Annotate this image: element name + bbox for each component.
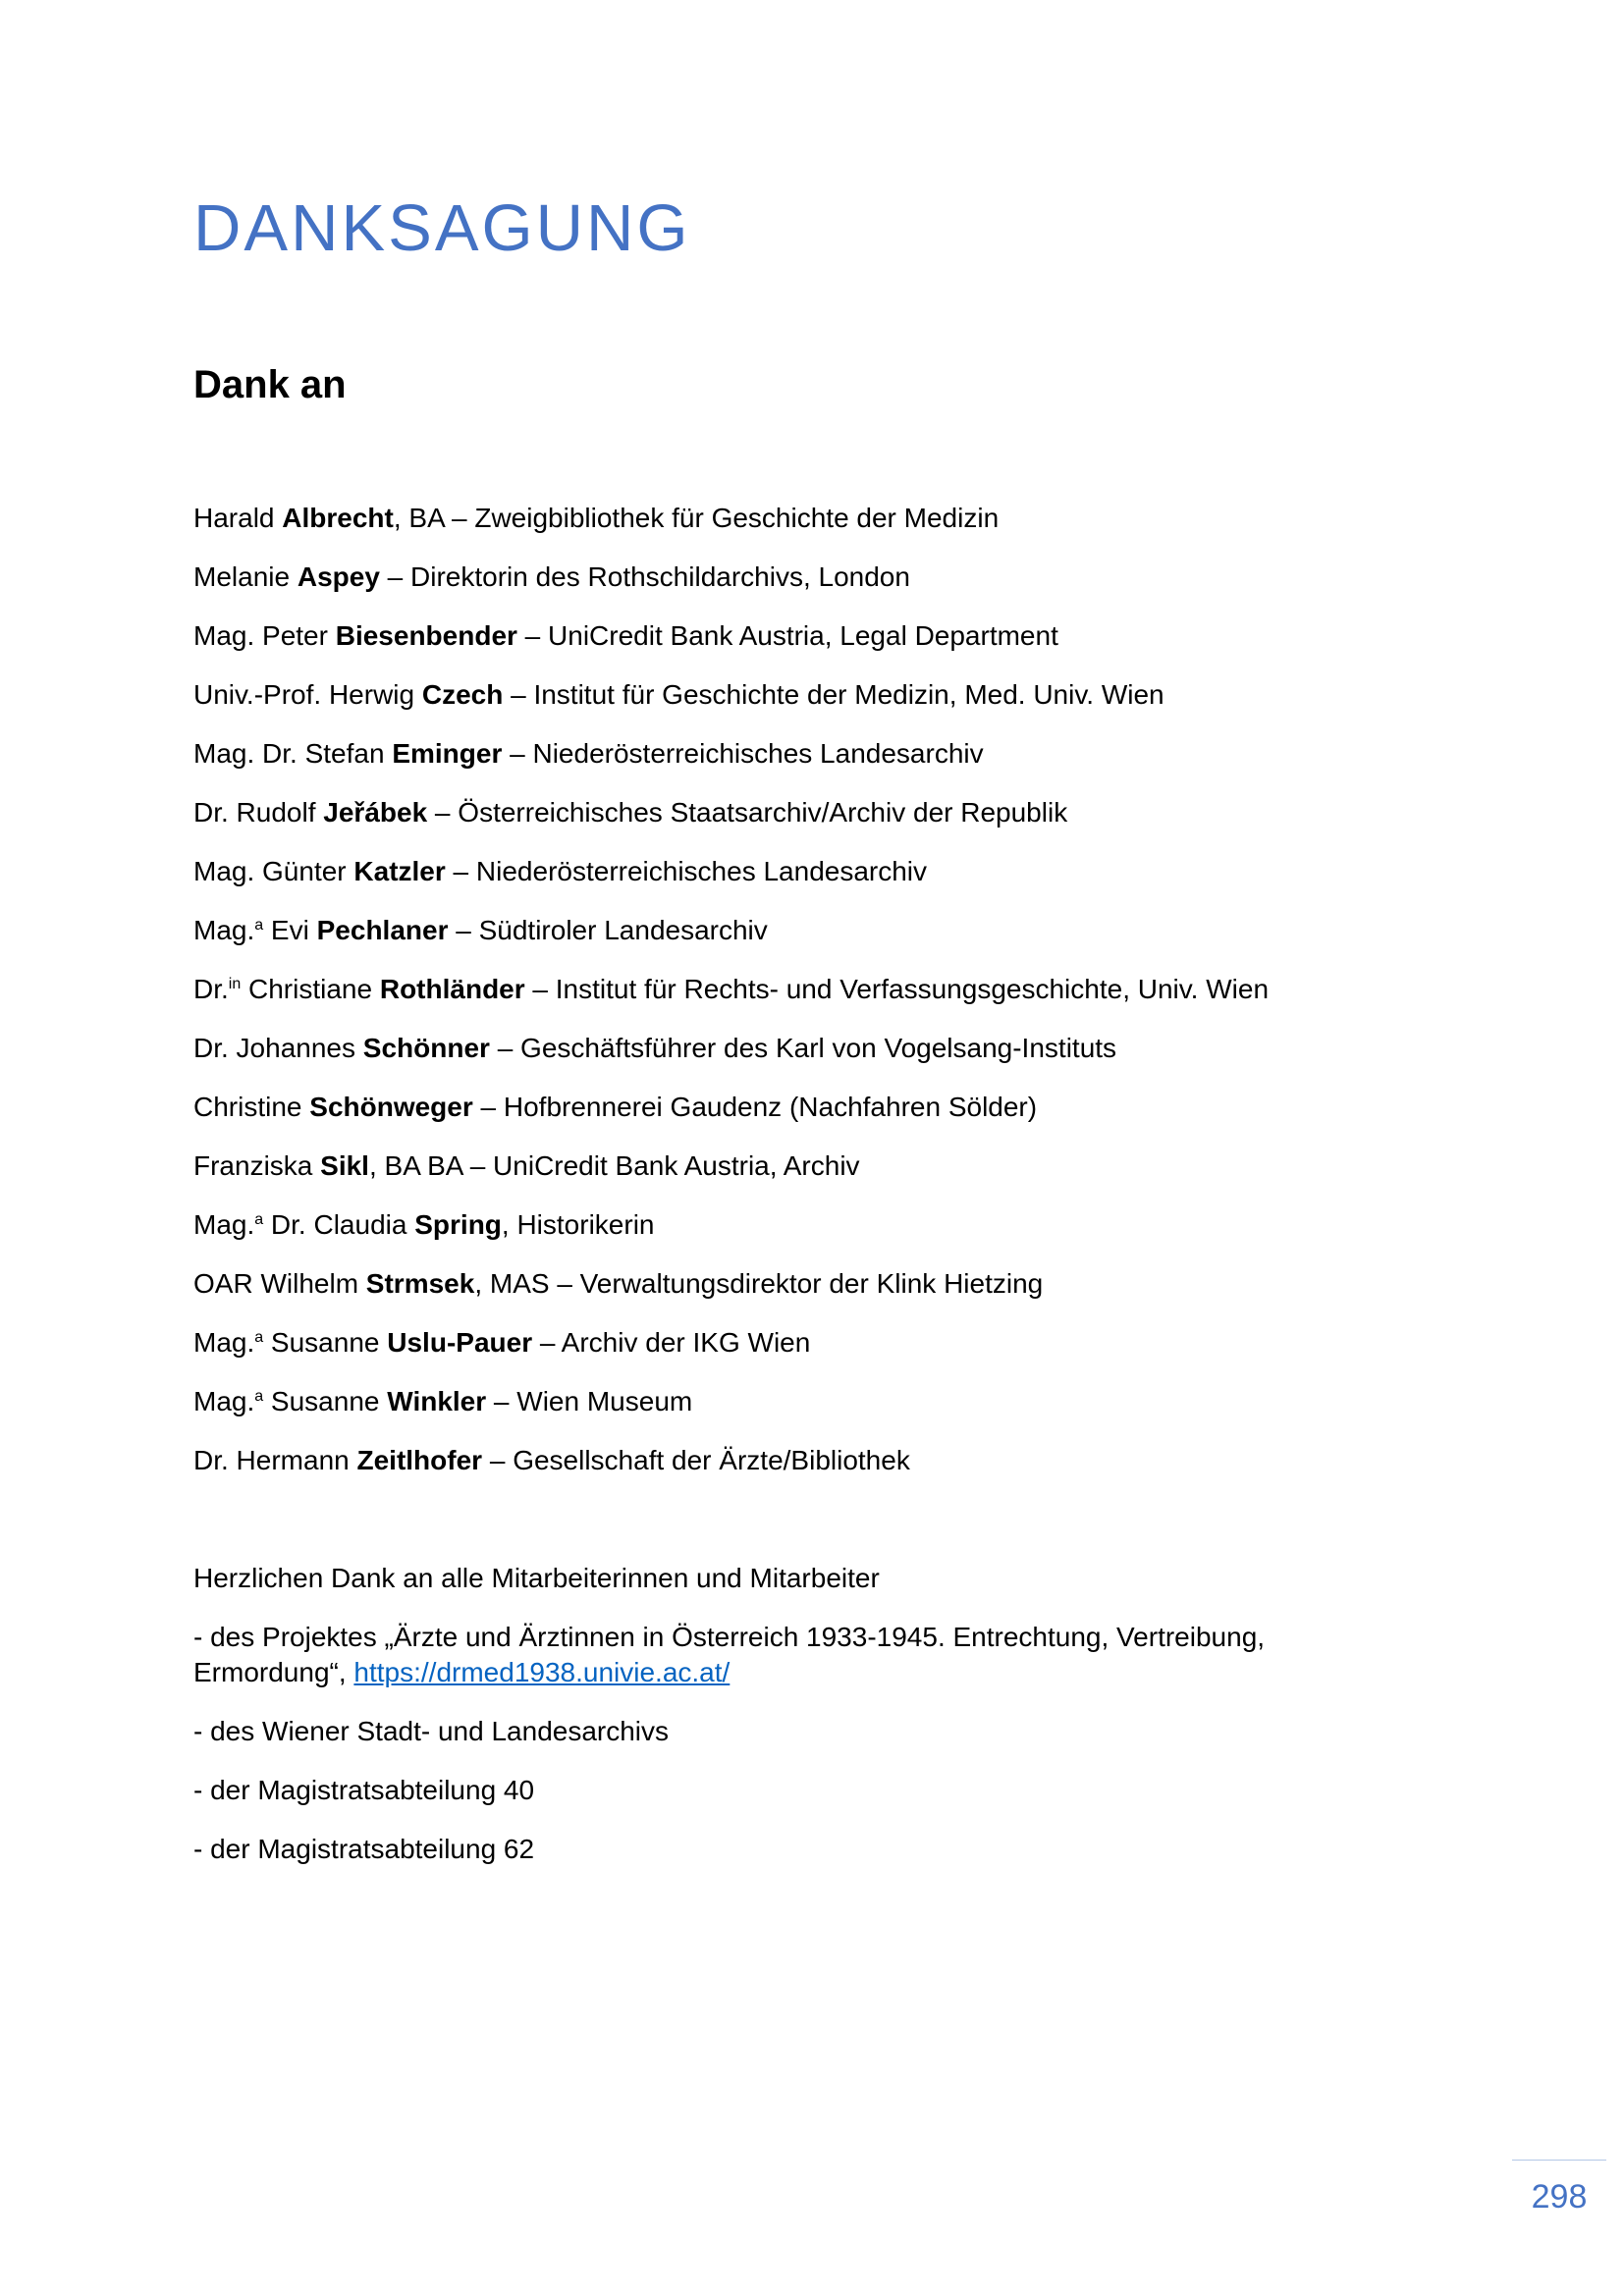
- person-surname: Strmsek: [365, 1268, 475, 1299]
- acknowledgement-item: Christine Schönweger – Hofbrennerei Gaudenz (Nachfahren Sölder): [193, 1092, 1038, 1122]
- acknowledgement-item: OAR Wilhelm Strmsek, MAS – Verwaltungsdirektor der Klink Hietzing: [193, 1268, 1044, 1299]
- person-surname: Uslu-Pauer: [387, 1327, 533, 1358]
- acknowledgement-item: Univ.-Prof. Herwig Czech – Institut für Geschichte der Medizin, Med. Univ. Wien: [193, 679, 1164, 710]
- person-surname: Aspey: [297, 561, 380, 592]
- acknowledgement-item: Franziska Sikl, BA BA – UniCredit Bank Austria, Archiv: [193, 1150, 860, 1181]
- person-surname: Spring: [414, 1209, 502, 1240]
- closing-item-ma40: - der Magistratsabteilung 40: [193, 1775, 535, 1805]
- title-suffix: a: [254, 1329, 264, 1346]
- acknowledgement-item: Mag.$^a$ Susanne Winkler – Wien Museum: [193, 1386, 693, 1416]
- person-surname: Albrecht: [282, 503, 394, 533]
- person-surname: Eminger: [392, 738, 503, 769]
- acknowledgement-item: Harald Albrecht, BA – Zweigbibliothek für Geschichte der Medizin: [193, 503, 1000, 533]
- closing-section: [193, 1561, 1372, 1891]
- acknowledgement-item: Mag.$^a$ Dr. Claudia Spring, Historikerin: [193, 1209, 655, 1240]
- section-heading: Dank an: [193, 363, 347, 406]
- footer-divider: [1512, 2160, 1606, 2161]
- acknowledgement-list: [193, 501, 1269, 1502]
- page-number: 298: [1531, 2178, 1588, 2216]
- acknowledgement-item: Dr. Hermann Zeitlhofer – Gesellschaft der Ärzte/Bibliothek: [193, 1445, 910, 1475]
- title-suffix: a: [254, 1211, 264, 1228]
- person-surname: Zeitlhofer: [356, 1445, 483, 1475]
- person-surname: Biesenbender: [335, 620, 517, 651]
- acknowledgement-item: Mag.$^a$ Evi Pechlaner – Südtiroler Landesarchiv: [193, 915, 768, 945]
- acknowledgement-item: Dr. Johannes Schönner – Geschäftsführer des Karl von Vogelsang-Instituts: [193, 1033, 1117, 1063]
- acknowledgement-item: Dr. Rudolf Jeřábek – Österreichisches Staatsarchiv/Archiv der Republik: [193, 797, 1068, 828]
- project-link[interactable]: https://drmed1938.univie.ac.at/: [353, 1657, 731, 1687]
- person-surname: Czech: [421, 679, 504, 710]
- title-suffix: a: [254, 917, 264, 934]
- closing-intro: Herzlichen Dank an alle Mitarbeiterinnen und Mitarbeiter: [193, 1563, 880, 1593]
- acknowledgement-item: Mag.$^a$ Susanne Uslu-Pauer – Archiv der IKG Wien: [193, 1327, 811, 1358]
- acknowledgement-item: Mag. Peter Biesenbender – UniCredit Bank Austria, Legal Department: [193, 620, 1058, 651]
- person-surname: Jeřábek: [323, 797, 428, 828]
- person-surname: Rothländer: [379, 974, 525, 1004]
- closing-item-archive: - des Wiener Stadt- und Landesarchivs: [193, 1716, 670, 1746]
- acknowledgement-item: Mag. Günter Katzler – Niederösterreichisches Landesarchiv: [193, 856, 928, 886]
- page-title: DANKSAGUNG: [193, 191, 691, 265]
- title-suffix: in: [228, 976, 242, 992]
- person-surname: Sikl: [320, 1150, 369, 1181]
- acknowledgement-item: Melanie Aspey – Direktorin des Rothschildarchivs, London: [193, 561, 910, 592]
- acknowledgement-item: Mag. Dr. Stefan Eminger – Niederösterreichisches Landesarchiv: [193, 738, 984, 769]
- title-suffix: a: [254, 1388, 264, 1405]
- person-surname: Winkler: [387, 1386, 487, 1416]
- person-surname: Pechlaner: [316, 915, 449, 945]
- acknowledgement-item: Dr.$^{in}$ Christiane Rothländer – Institut für Rechts- und Verfassungsgeschichte, Univ. Wien: [193, 974, 1270, 1004]
- closing-project: - des Projektes „Ärzte und Ärztinnen in Österreich 1933-1945. Entrechtung, Vertreibung, Ermordung“, https://drmed1938.univie.ac.at/: [193, 1622, 1266, 1687]
- closing-item-ma62: - der Magistratsabteilung 62: [193, 1834, 535, 1864]
- person-surname: Schönner: [362, 1033, 490, 1063]
- person-surname: Katzler: [353, 856, 446, 886]
- person-surname: Schönweger: [309, 1092, 473, 1122]
